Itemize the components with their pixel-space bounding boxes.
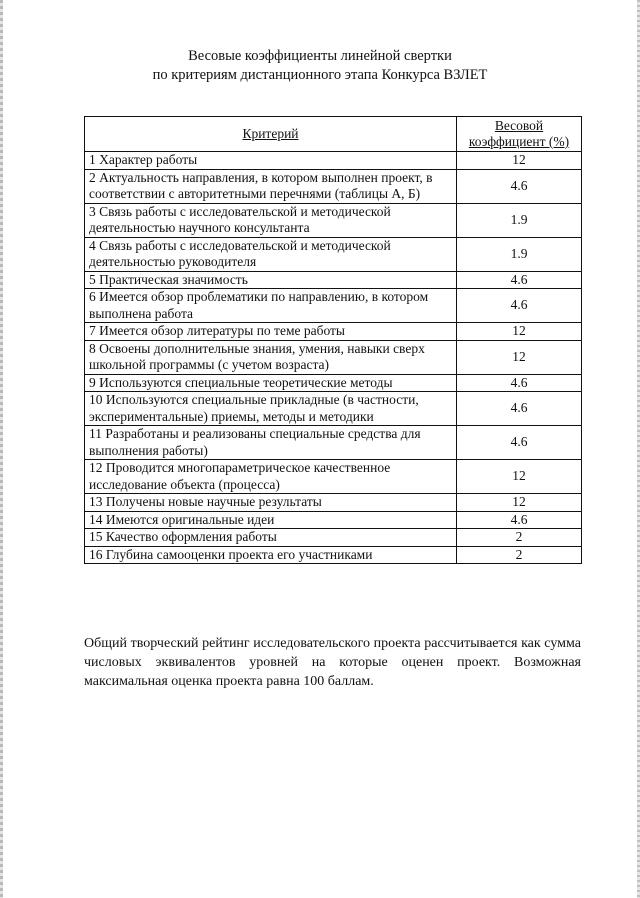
weight-cell: 12: [457, 340, 582, 374]
header-weight: Весовой коэффициент (%): [457, 117, 582, 152]
table-row: [85, 323, 582, 341]
criterion-cell: 6 Имеется обзор проблематики по направлению, в котором выполнена работа: [85, 289, 457, 323]
weight-cell: 12: [457, 323, 582, 341]
table-row: [85, 271, 582, 289]
weight-cell: 4.6: [457, 289, 582, 323]
table-row: [85, 511, 582, 529]
weight-cell: 12: [457, 460, 582, 494]
table-row: [85, 203, 582, 237]
scan-edge-left: [0, 0, 3, 898]
weight-cell: 4.6: [457, 392, 582, 426]
title-line-2: по критериям дистанционного этапа Конкурса ВЗЛЕТ: [152, 67, 488, 83]
weight-cell: 4.6: [457, 169, 582, 203]
weight-cell: 2: [457, 529, 582, 547]
weight-cell: 4.6: [457, 271, 582, 289]
weight-cell: 2: [457, 546, 582, 564]
criterion-cell: 8 Освоены дополнительные знания, умения, навыки сверх школьной программы (с учетом возраста): [85, 340, 457, 374]
table-row: [85, 340, 582, 374]
table-row: [85, 529, 582, 547]
criterion-cell: 3 Связь работы с исследовательской и методической деятельностью научного консультанта: [85, 203, 457, 237]
criterion-cell: 12 Проводится многопараметрическое качественное исследование объекта (процесса): [85, 460, 457, 494]
weight-cell: 4.6: [457, 511, 582, 529]
criterion-cell: 16 Глубина самооценки проекта его участниками: [85, 546, 457, 564]
weight-cell: 1.9: [457, 203, 582, 237]
table-row: [85, 392, 582, 426]
table-row: [85, 237, 582, 271]
summary-paragraph: Общий творческий рейтинг исследовательского проекта рассчитывается как сумма числовых эквивалентов уровней на которые оценен проект. Возможная максимальная оценка проекта равна 100 баллам.: [84, 636, 581, 689]
weight-cell: 4.6: [457, 374, 582, 392]
criterion-cell: 2 Актуальность направления, в котором выполнен проект, в соответствии с авторитетными перечнями (таблицы А, Б): [85, 169, 457, 203]
table-row: [85, 494, 582, 512]
criteria-table: [84, 116, 582, 564]
criterion-cell: 7 Имеется обзор литературы по теме работы: [85, 323, 457, 341]
weight-cell: 12: [457, 152, 582, 170]
criterion-cell: 10 Используются специальные прикладные (в частности, экспериментальные) приемы, методы и методики: [85, 392, 457, 426]
criterion-cell: 13 Получены новые научные результаты: [85, 494, 457, 512]
criterion-cell: 5 Практическая значимость: [85, 271, 457, 289]
table-row: [85, 426, 582, 460]
criterion-cell: 14 Имеются оригинальные идеи: [85, 511, 457, 529]
criterion-cell: 9 Используются специальные теоретические методы: [85, 374, 457, 392]
table-row: [85, 169, 582, 203]
criterion-cell: 1 Характер работы: [85, 152, 457, 170]
weight-cell: 12: [457, 494, 582, 512]
header-criterion: Критерий: [85, 117, 457, 152]
table-row: [85, 374, 582, 392]
table-row: [85, 289, 582, 323]
table-row: [85, 460, 582, 494]
table-row: [85, 152, 582, 170]
criterion-cell: 15 Качество оформления работы: [85, 529, 457, 547]
criterion-cell: 11 Разработаны и реализованы специальные средства для выполнения работы): [85, 426, 457, 460]
weight-cell: 4.6: [457, 426, 582, 460]
table-row: [85, 546, 582, 564]
weight-cell: 1.9: [457, 237, 582, 271]
document-title: [0, 47, 640, 85]
title-line-1: Весовые коэффициенты линейной свертки: [188, 48, 452, 64]
criterion-cell: 4 Связь работы с исследовательской и методической деятельностью руководителя: [85, 237, 457, 271]
table-header-row: [85, 117, 582, 152]
